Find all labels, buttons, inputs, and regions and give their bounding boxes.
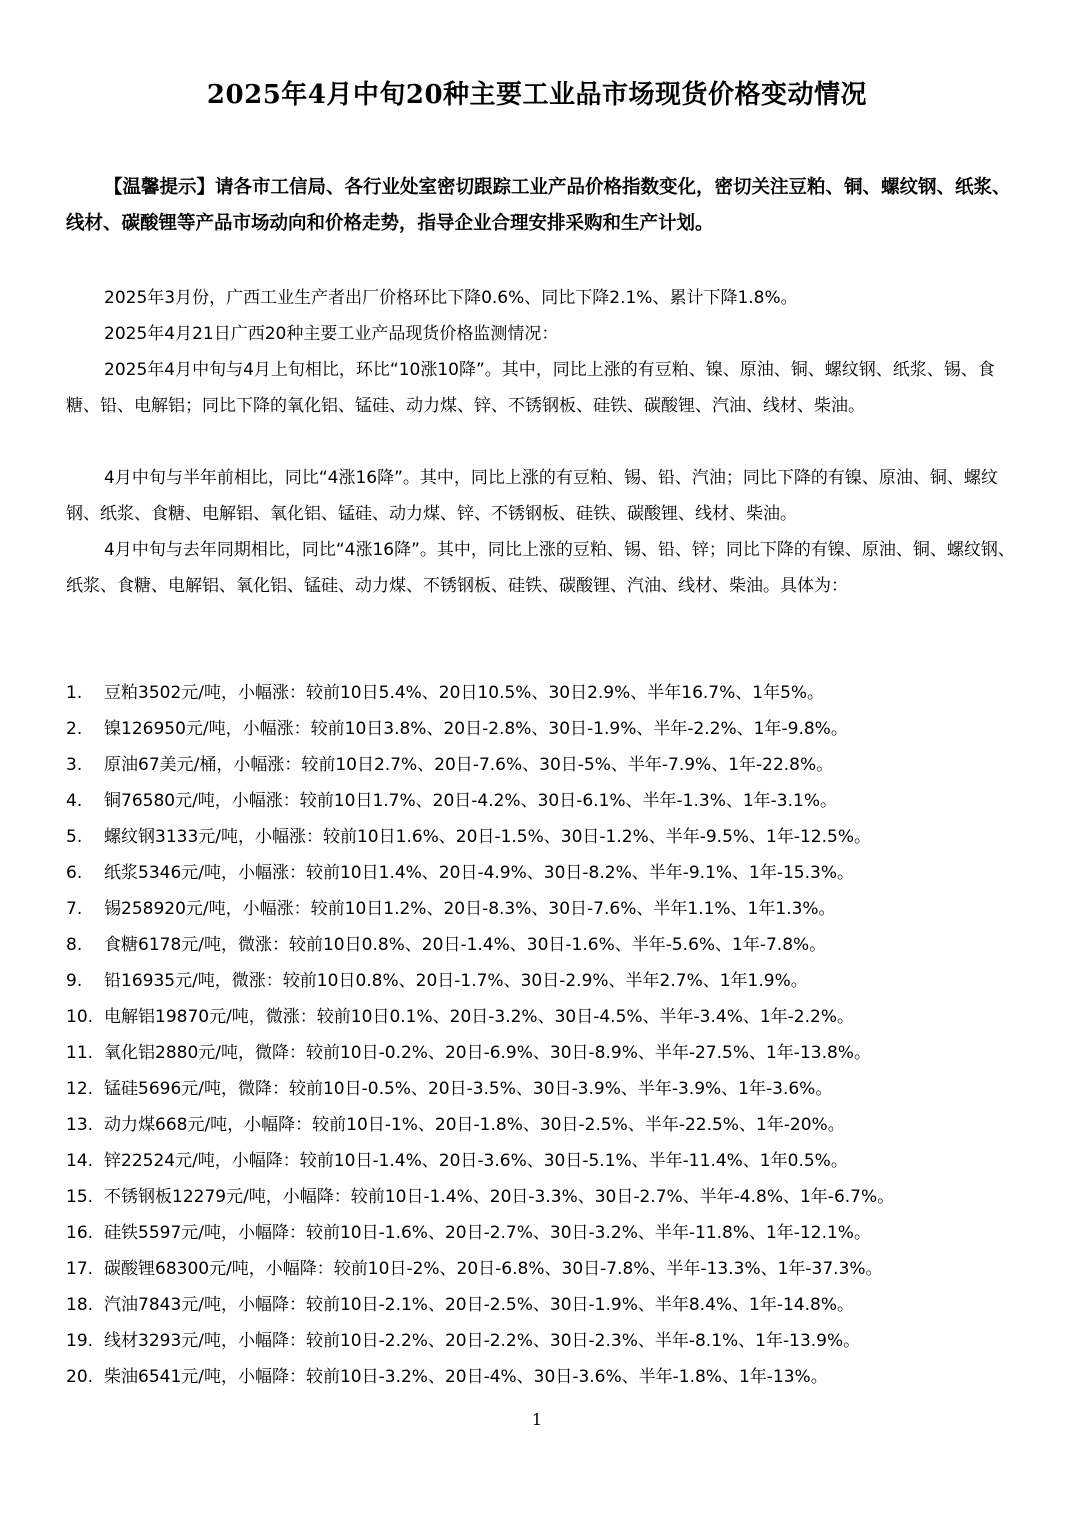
list-item	[66, 1251, 1026, 1287]
warm-tip: 【温馨提示】请各市工信局、各行业处室密切跟踪工业产品价格指数变化，密切关注豆粕、铜、螺纹钢、纸浆、线材、碳酸锂等产品市场动向和价格走势，指导企业合理安排采购和生产计划。	[66, 177, 1011, 234]
item-number: 4.	[66, 791, 83, 811]
list-item	[66, 1179, 1026, 1215]
list-item	[66, 1143, 1026, 1179]
item-number: 8.	[66, 935, 83, 955]
item-text: 铅16935元/吨，微涨：较前10日0.8%、20日-1.7%、30日-2.9%、半年2.7%、1年1.9%。	[104, 971, 808, 991]
item-number: 11.	[66, 1043, 94, 1063]
item-number: 3.	[66, 755, 83, 775]
item-text: 汽油7843元/吨，小幅降：较前10日-2.1%、20日-2.5%、30日-1.9%、半年8.4%、1年-14.8%。	[104, 1295, 854, 1315]
list-item	[66, 1287, 1026, 1323]
list-item	[66, 1215, 1026, 1251]
list-item	[66, 999, 1026, 1035]
item-number: 16.	[66, 1223, 94, 1243]
item-number: 5.	[66, 827, 83, 847]
item-text: 豆粕3502元/吨，小幅涨：较前10日5.4%、20日10.5%、30日2.9%、半年16.7%、1年5%。	[104, 683, 825, 703]
paragraph-ppi: 2025年3月份，广西工业生产者出厂价格环比下降0.6%、同比下降2.1%、累计下降1.8%。	[104, 288, 798, 308]
item-number: 14.	[66, 1151, 94, 1171]
item-number: 9.	[66, 971, 83, 991]
item-number: 18.	[66, 1295, 94, 1315]
item-text: 锰硅5696元/吨，微降：较前10日-0.5%、20日-3.5%、30日-3.9%、半年-3.9%、1年-3.6%。	[104, 1079, 833, 1099]
item-text: 硅铁5597元/吨，小幅降：较前10日-1.6%、20日-2.7%、30日-3.2%、半年-11.8%、1年-12.1%。	[104, 1223, 871, 1243]
page-number: 1	[531, 1410, 543, 1429]
list-item	[66, 1323, 1026, 1359]
item-text: 碳酸锂68300元/吨，小幅降：较前10日-2%、20日-6.8%、30日-7.8%、半年-13.3%、1年-37.3%。	[104, 1259, 883, 1279]
list-item	[66, 963, 1026, 999]
list-item	[66, 1035, 1026, 1071]
item-number: 13.	[66, 1115, 94, 1135]
item-text: 原油67美元/桶，小幅涨：较前10日2.7%、20日-7.6%、30日-5%、半年-7.9%、1年-22.8%。	[104, 755, 834, 775]
item-number: 15.	[66, 1187, 94, 1207]
list-item	[66, 1359, 1026, 1395]
item-text: 柴油6541元/吨，小幅降：较前10日-3.2%、20日-4%、30日-3.6%、半年-1.8%、1年-13%。	[104, 1367, 828, 1387]
list-item	[66, 1107, 1026, 1143]
item-number: 19.	[66, 1331, 94, 1351]
price-list	[66, 675, 1026, 1395]
document-title: 2025年4月中旬20种主要工业品市场现货价格变动情况	[206, 80, 868, 110]
item-number: 10.	[66, 1007, 94, 1027]
list-item	[66, 819, 1026, 855]
list-item	[66, 711, 1026, 747]
item-text: 电解铝19870元/吨，微涨：较前10日0.1%、20日-3.2%、30日-4.5%、半年-3.4%、1年-2.2%。	[104, 1007, 854, 1027]
paragraph-half-year: 4月中旬与半年前相比，同比“4涨16降”。其中，同比上涨的有豆粕、锡、铅、汽油；同比下降的有镍、原油、铜、螺纹钢、纸浆、食糖、电解铝、氧化铝、锰硅、动力煤、锌、不锈钢板、硅铁、碳酸锂、线材、柴油。	[66, 468, 998, 524]
item-text: 氧化铝2880元/吨，微降：较前10日-0.2%、20日-6.9%、30日-8.9%、半年-27.5%、1年-13.8%。	[104, 1043, 871, 1063]
item-text: 纸浆5346元/吨，小幅涨：较前10日1.4%、20日-4.9%、30日-8.2%、半年-9.1%、1年-15.3%。	[104, 863, 854, 883]
item-text: 食糖6178元/吨，微涨：较前10日0.8%、20日-1.4%、30日-1.6%、半年-5.6%、1年-7.8%。	[104, 935, 827, 955]
list-item	[66, 855, 1026, 891]
item-text: 螺纹钢3133元/吨，小幅涨：较前10日1.6%、20日-1.5%、30日-1.2%、半年-9.5%、1年-12.5%。	[104, 827, 871, 847]
item-text: 不锈钢板12279元/吨，小幅降：较前10日-1.4%、20日-3.3%、30日-2.7%、半年-4.8%、1年-6.7%。	[104, 1187, 895, 1207]
item-number: 2.	[66, 719, 83, 739]
paragraph-year-on-year: 4月中旬与去年同期相比，同比“4涨16降”。其中，同比上涨的豆粕、锡、铅、锌；同比下降的有镍、原油、铜、螺纹钢、纸浆、食糖、电解铝、氧化铝、锰硅、动力煤、不锈钢板、硅铁、碳酸锂、汽油、线材、柴油。具体为：	[66, 540, 1015, 596]
item-number: 1.	[66, 683, 83, 703]
item-number: 12.	[66, 1079, 94, 1099]
list-item	[66, 747, 1026, 783]
list-item	[66, 1071, 1026, 1107]
item-number: 20.	[66, 1367, 94, 1387]
list-item	[66, 783, 1026, 819]
list-item	[66, 927, 1026, 963]
item-text: 锡258920元/吨，小幅涨：较前10日1.2%、20日-8.3%、30日-7.6%、半年1.1%、1年1.3%。	[104, 899, 836, 919]
paragraph-monitoring-intro: 2025年4月21日广西20种主要工业产品现货价格监测情况：	[104, 324, 559, 344]
item-text: 铜76580元/吨，小幅涨：较前10日1.7%、20日-4.2%、30日-6.1%、半年-1.3%、1年-3.1%。	[104, 791, 837, 811]
paragraph-month-on-month: 2025年4月中旬与4月上旬相比，环比“10涨10降”。其中，同比上涨的有豆粕、镍、原油、铜、螺纹钢、纸浆、锡、食糖、铅、电解铝；同比下降的氧化铝、锰硅、动力煤、锌、不锈钢板、硅铁、碳酸锂、汽油、线材、柴油。	[66, 360, 995, 416]
list-item	[66, 675, 1026, 711]
list-item	[66, 891, 1026, 927]
item-number: 6.	[66, 863, 83, 883]
item-number: 17.	[66, 1259, 94, 1279]
item-text: 镍126950元/吨，小幅涨：较前10日3.8%、20日-2.8%、30日-1.9%、半年-2.2%、1年-9.8%。	[104, 719, 848, 739]
item-text: 动力煤668元/吨，小幅降：较前10日-1%、20日-1.8%、30日-2.5%、半年-22.5%、1年-20%。	[104, 1115, 845, 1135]
item-number: 7.	[66, 899, 83, 919]
item-text: 线材3293元/吨，小幅降：较前10日-2.2%、20日-2.2%、30日-2.3%、半年-8.1%、1年-13.9%。	[104, 1331, 861, 1351]
item-text: 锌22524元/吨，小幅降：较前10日-1.4%、20日-3.6%、30日-5.1%、半年-11.4%、1年0.5%。	[104, 1151, 848, 1171]
